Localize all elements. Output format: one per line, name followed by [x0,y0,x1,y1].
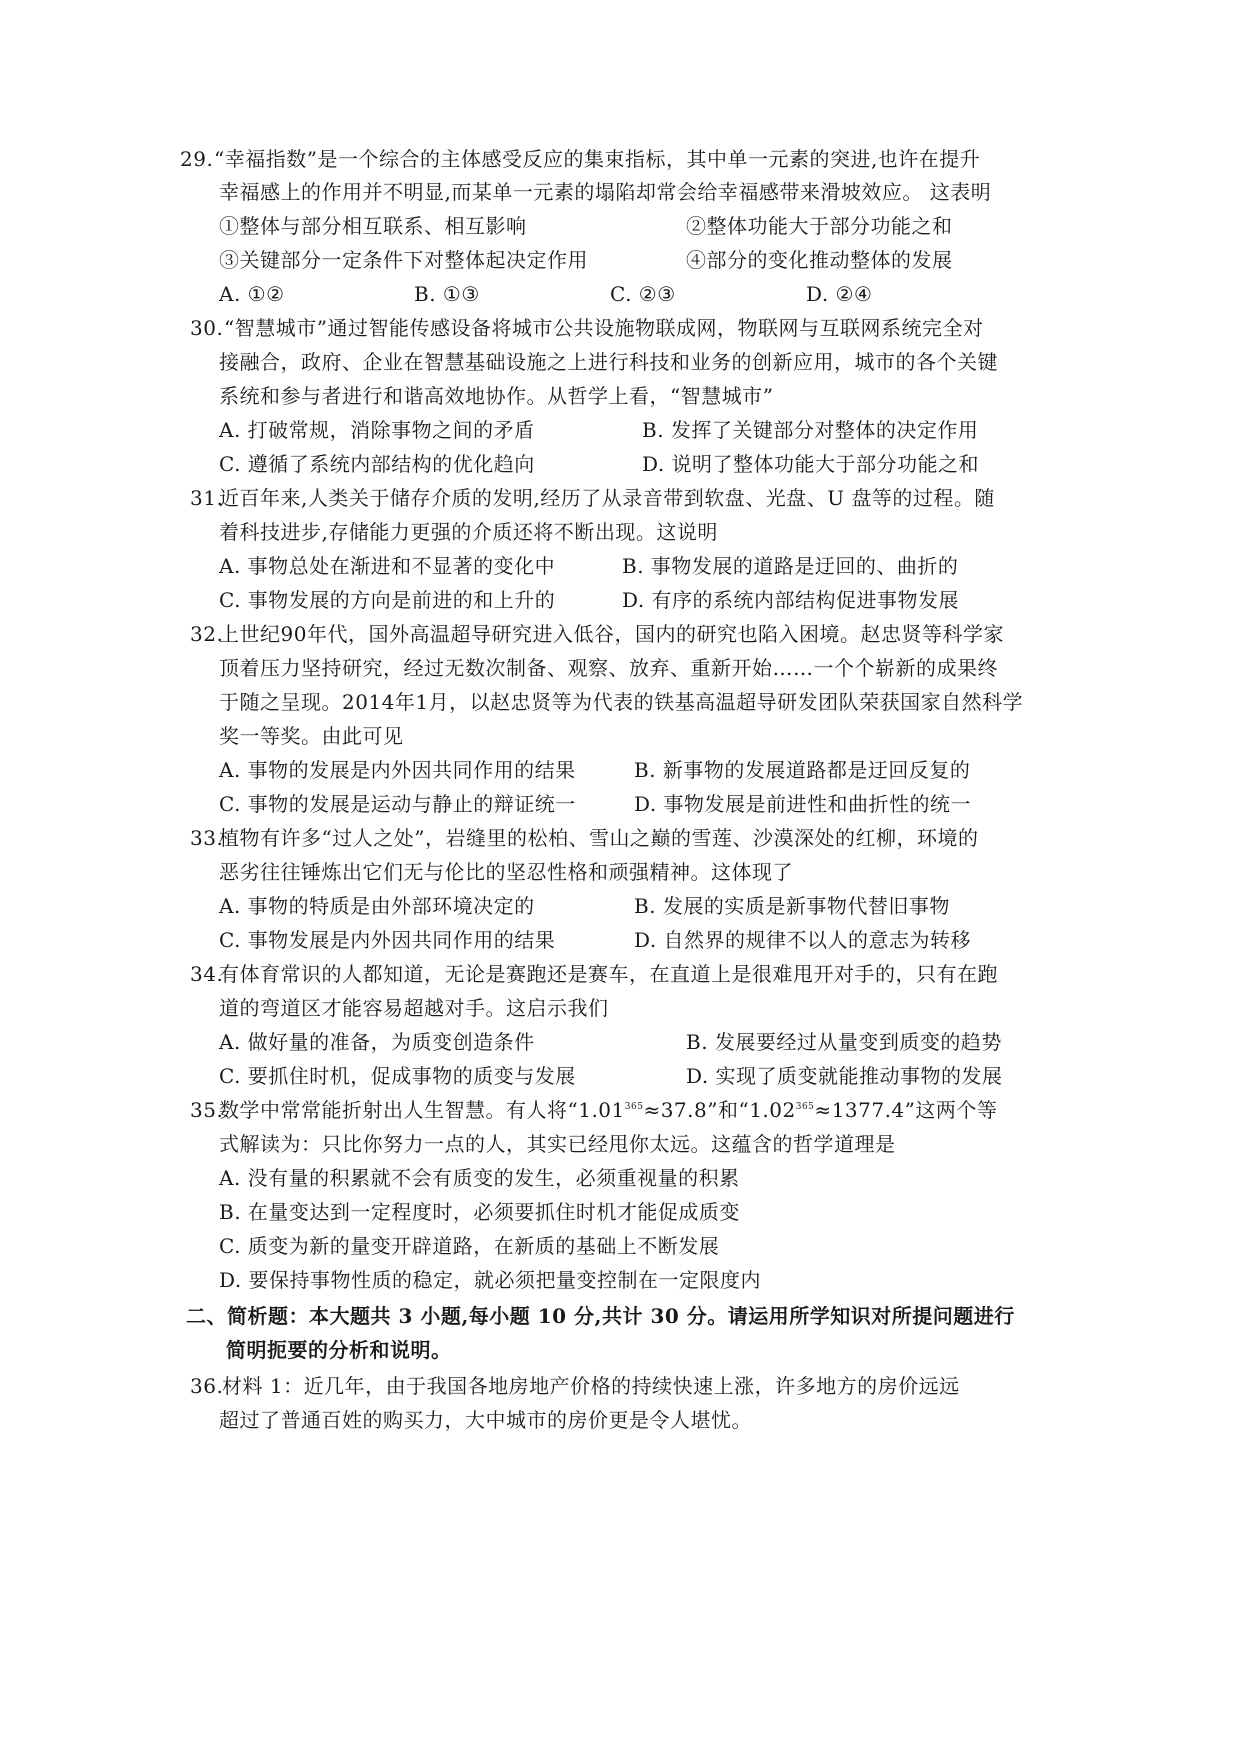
section2-heading-line-1: 二、简析题：本大题共 3 小题,每小题 10 分,共计 30 分。请运用所学知识对所提问题进行 [186,1304,1015,1328]
q36-material-line-2: 超过了普通百姓的购买力，大中城市的房价更是令人堪忧。 [219,1408,752,1432]
q32-option-d: D. 事物发展是前进性和曲折性的统一 [634,792,972,816]
q31-option-d: D. 有序的系统内部结构促进事物发展 [622,588,960,612]
q35-stem-mid: ≈37.8”和“1.02 [643,1098,796,1122]
q31-option-b: B. 事物发展的道路是迂回的、曲折的 [622,554,959,578]
q33-stem-line-1: 植物有许多“过人之处”，岩缝里的松柏、雪山之巅的雪莲、沙漠深处的红柳，环境的 [219,826,979,850]
q36-material-line-1: 材料 1：近几年，由于我国各地房地产价格的持续快速上涨，许多地方的房价远远 [222,1374,960,1398]
q32-stem-line-4: 奖一等奖。由此可见 [219,724,404,748]
q29-statement-2: ②整体功能大于部分功能之和 [686,214,953,238]
q35-option-d: D. 要保持事物性质的稳定，就必须把量变控制在一定限度内 [219,1268,762,1292]
q33-option-b: B. 发展的实质是新事物代替旧事物 [634,894,950,918]
q29-option-b: B. ①③ [414,282,480,306]
q29-statement-3: ③关键部分一定条件下对整体起决定作用 [219,248,588,272]
q30-number: 30. [190,316,224,340]
q33-stem-line-2: 恶劣往往锤炼出它们无与伦比的坚忍性格和顽强精神。这体现了 [219,860,793,884]
q34-stem-line-2: 道的弯道区才能容易超越对手。这启示我们 [219,996,609,1020]
q35-stem-line-2: 式解读为：只比你努力一点的人，其实已经甩你太远。这蕴含的哲学道理是 [219,1132,896,1156]
q33-option-a: A. 事物的特质是由外部环境决定的 [219,894,535,918]
q35-stem-line-1 [219,1096,997,1124]
q33-number: 33. [190,826,224,850]
q34-number: 34. [190,962,224,986]
section2-heading-line-2: 简明扼要的分析和说明。 [226,1338,452,1362]
q32-number: 32. [190,622,224,646]
q29-statement-1: ①整体与部分相互联系、相互影响 [219,214,527,238]
q29-option-c: C. ②③ [610,282,676,306]
q32-option-b: B. 新事物的发展道路都是迂回反复的 [634,758,971,782]
q30-option-c: C. 遵循了系统内部结构的优化趋向 [219,452,535,476]
q32-stem-line-1: 上世纪90年代，国外高温超导研究进入低谷，国内的研究也陷入困境。赵忠贤等科学家 [219,622,1004,646]
q31-stem-line-1: 近百年来,人类关于储存介质的发明,经历了从录音带到软盘、光盘、U 盘等的过程。随 [219,486,995,510]
q30-stem-line-3: 系统和参与者进行和谐高效地协作。从哲学上看，“智慧城市” [219,384,774,408]
q31-stem-line-2: 着科技进步,存储能力更强的介质还将不断出现。这说明 [219,520,718,544]
q30-stem-line-2: 接融合，政府、企业在智慧基础设施之上进行科技和业务的创新应用，城市的各个关键 [219,350,998,374]
q29-stem-line-1: “幸福指数”是一个综合的主体感受反应的集束指标，其中单一元素的突进,也许在提升 [214,147,981,171]
q30-stem-line-1: “智慧城市”通过智能传感设备将城市公共设施物联成网，物联网与互联网系统完全对 [224,316,984,340]
q32-stem-line-3: 于随之呈现。2014年1月，以赵忠贤等为代表的铁基高温超导研发团队荣获国家自然科学 [219,690,1024,714]
q29-option-a: A. ①② [219,282,285,306]
q29-number: 29. [180,147,214,171]
q35-option-a: A. 没有量的积累就不会有质变的发生，必须重视量的积累 [219,1166,740,1190]
q32-option-c: C. 事物的发展是运动与静止的辩证统一 [219,792,576,816]
q32-option-a: A. 事物的发展是内外因共同作用的结果 [219,758,576,782]
q34-option-d: D. 实现了质变就能推动事物的发展 [686,1064,1003,1088]
q29-stem-line-2: 幸福感上的作用并不明显,而某单一元素的塌陷却常会给幸福感带来滑坡效应。 这表明 [219,180,992,204]
q31-option-c: C. 事物发展的方向是前进的和上升的 [219,588,556,612]
q35-stem-suffix: ≈1377.4”这两个等 [814,1098,998,1122]
q34-option-b: B. 发展要经过从量变到质变的趋势 [686,1030,1002,1054]
q33-option-d: D. 自然界的规律不以人的意志为转移 [634,928,972,952]
q33-option-c: C. 事物发展是内外因共同作用的结果 [219,928,556,952]
q31-number: 31. [190,486,224,510]
q35-number: 35. [190,1098,224,1122]
q35-stem-prefix: 数学中常常能折射出人生智慧。有人将“1.01 [219,1098,625,1122]
q30-option-b: B. 发挥了关键部分对整体的决定作用 [642,418,979,442]
q36-number: 36. [190,1374,224,1398]
q35-exponent-2: 365 [795,1102,815,1112]
q30-option-d: D. 说明了整体功能大于部分功能之和 [642,452,980,476]
q35-option-b: B. 在量变达到一定程度时，必须要抓住时机才能促成质变 [219,1200,740,1224]
q30-option-a: A. 打破常规，消除事物之间的矛盾 [219,418,535,442]
q34-stem-line-1: 有体育常识的人都知道，无论是赛跑还是赛车，在直道上是很难甩开对手的，只有在跑 [219,962,998,986]
q29-option-d: D. ②④ [806,282,873,306]
q34-option-a: A. 做好量的准备，为质变创造条件 [219,1030,535,1054]
q35-option-c: C. 质变为新的量变开辟道路，在新质的基础上不断发展 [219,1234,720,1258]
q29-statement-4: ④部分的变化推动整体的发展 [686,248,953,272]
q32-stem-line-2: 顶着压力坚持研究，经过无数次制备、观察、放弃、重新开始……一个个崭新的成果终 [219,656,998,680]
q31-option-a: A. 事物总处在渐进和不显著的变化中 [219,554,556,578]
q35-exponent-1: 365 [624,1102,644,1112]
q34-option-c: C. 要抓住时机，促成事物的质变与发展 [219,1064,576,1088]
